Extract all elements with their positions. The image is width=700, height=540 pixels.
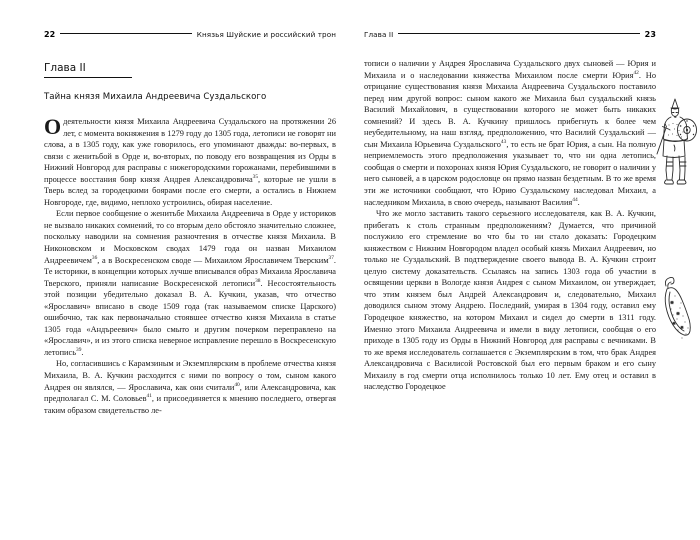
footnote-ref: 36: [91, 254, 98, 261]
paragraph: [44, 116, 336, 208]
right-page: [350, 0, 700, 540]
left-folio-number: 22: [44, 29, 56, 39]
paragraph-text: Но, согласившись с Карамзиным и Экземплярским в проблеме отчества князя Михаила, В. А. Кучкин расходится с ними по вопросу о том, сыном какого Андрея он являлся, — Ярославича, как они считали: [44, 359, 336, 392]
left-running-head: [44, 28, 336, 40]
right-running-head: [364, 28, 656, 40]
footnote-ref: 35: [252, 173, 259, 180]
footnote-ref: 43: [500, 139, 507, 146]
left-body-column: [44, 116, 336, 416]
paragraph-text: , или Александровича, как предполагал С. М. Соловьев: [44, 382, 336, 404]
paragraph: [44, 208, 336, 358]
footnote-ref: 39: [76, 347, 82, 354]
chapter-number: Глава II: [44, 62, 132, 78]
right-folio-number: 23: [644, 29, 656, 39]
paragraph: [364, 208, 656, 393]
footnote-ref: 38: [255, 277, 261, 284]
running-head-rule: [60, 33, 191, 34]
paragraph-text: . Но отрицание существования князя Михаила Андреевича Суздальского поставило перед ним другой вопрос: сыном какого же Михаила был суздальский князь Василий Михайлович, в существовании которого не может быть никаких сомнений? И здесь В. А. Кучкину пришлось прибегнуть к более чем неубедительному, на наш взгляд, предположению, что Василий Суздальский — сын Михаила Юрьевича Суздальского: [364, 70, 657, 149]
footnote-ref: 37: [328, 254, 334, 261]
chapter-title: Тайна князя Михаила Андреевича Суздальского: [44, 92, 267, 102]
paragraph-text: . Те историки, в концепции которых лучше вписывался образ Михаила Ярославича Тверского, приняли написание Воскресенской летописи: [44, 255, 336, 288]
decorative-ornament-illustration: [654, 256, 698, 360]
paragraph-text: , то есть не брат Юрия, а сын. На полную неприемлемость этого предположения указывает то, что ни одна летопись, сообщая о смерти и похоронах князя Юрия Суздальского, не говорит о наличии у него сыновей, а в царском родословце он прямо назван бездетным. В то же время эти же источники сообщают, что Юрию Суздальскому наследовал Михаил, а наследником Михаила, в свою очередь, называют Василия: [364, 139, 656, 207]
right-running-head-title: Глава II: [364, 29, 394, 39]
medieval-warrior-illustration: [652, 96, 698, 228]
paragraph-text: деятельности князя Михаила Андреевича Суздальского на протяжении 26 лет, с момента вокняжения в 1279 году до 1305 года, летописи не говорят ни слова, а в 1305 году, как уже говорилось, его упоминают дважды: во-первых, в связи с женитьбой в Орде и, во-вторых, по поводу его возвращения из Орды в Нижний Новгород для расправы с нижегородскими горожанами, перебившими в процессе восстания бояр князя Андрея Александровича: [44, 117, 336, 184]
footnote-ref: 40: [234, 381, 240, 388]
paragraph-text: , а в Воскресенском своде — Михаилом Ярославичем Тверским: [97, 255, 329, 265]
paragraph-text: Если первое сообщение о женитьбе Михаила Андреевича в Орде у историков не вызвало никаких сомнений, то со вторым дело обстояло значительно сложнее, поскольку наводили на сомнения разночтения в отчестве князя Михаила. В Никоновском и Московском сводах 1479 года он назван Михаилом Андреевичем: [44, 209, 336, 265]
paragraph-text: . Несостоятельность этой позиции убедительно доказал В. А. Кучкин, указав, что отчество «Ярославич» вписано в своде 1509 года (так называемом списке Царского) ошибочно, так как первоначально стоявшее отчество князя Михаила в статье 1305 года «Андъреевич» было смыто и другим почерком переправлено на «Ярославич», и из этого списка неверное исправление перешло в Воскресенскую летопись: [44, 278, 336, 357]
paragraph-text-tail: , которые не ушли в Тверь вслед за городецкими боярами после его смерти, а остались в Нижнем Новгороде, где, видимо, неплохо устроились, обирая население.: [44, 174, 336, 207]
paragraph-text: тописи о наличии у Андрея Ярославича Суздальского двух сыновей — Юрия и Михаила и о наследовании княжества Михаилом после смерти Юрия: [364, 59, 656, 80]
footnote-ref: 44: [572, 196, 578, 203]
right-body-column: [364, 58, 656, 393]
left-running-head-title: Князья Шуйские и российский трон: [196, 29, 336, 39]
paragraph: [44, 358, 336, 416]
chapter-heading-block: [44, 58, 336, 102]
paragraph-text: .: [577, 197, 580, 207]
running-head-rule: [398, 33, 639, 34]
paragraph: [364, 58, 656, 208]
paragraph-text: Что же могло заставить такого серьезного исследователя, как В. А. Кучкин, прибегать к столь странным предположениям? Думается, что причиной послужило его стремление во что бы то ни стало доказать: Городецким княжеством с Нижним Новгородом владел особый князь Михаил Андреевич, но только не Суздальский. В подтверждение своего вывода В. А. Кучкин строит целую систему доказательств. Ссылаясь на запись 1303 года об участии в освящении церкви в Вологде князя Андрея с сыном Михаилом, он утверждает, что этим князем был Андрей Александрович и, следовательно, Михаил доводился сыном этому Андрею. Последний, умирая в 1304 году, оставил ему Городецкое княжество, на котором Михаил и сидел до смерти в 1311 году. Именно этого Михаила Андреевича и имели в виду летописи, сообщая о его приходе в 1305 году из Орды в Нижний Новгород для расправы с вечниками. В то же время исследователь соглашается с Экземплярским в том, что брак Андрея Александровича с Василисой Ростовской был его первым браком и его сыну Михаилу в год смерти отца исполнилось только 10 лет. Ему отец и оставил в наследство Городецкое: [364, 209, 656, 392]
footnote-ref: 42: [633, 69, 639, 76]
drop-cap: О: [44, 114, 62, 139]
footnote-ref: 41: [146, 393, 152, 400]
paragraph-text: .: [81, 347, 84, 357]
paragraph-text: , и присоединяется к мнению последнего, отвергая таким образом свидетельство ле-: [44, 394, 337, 415]
